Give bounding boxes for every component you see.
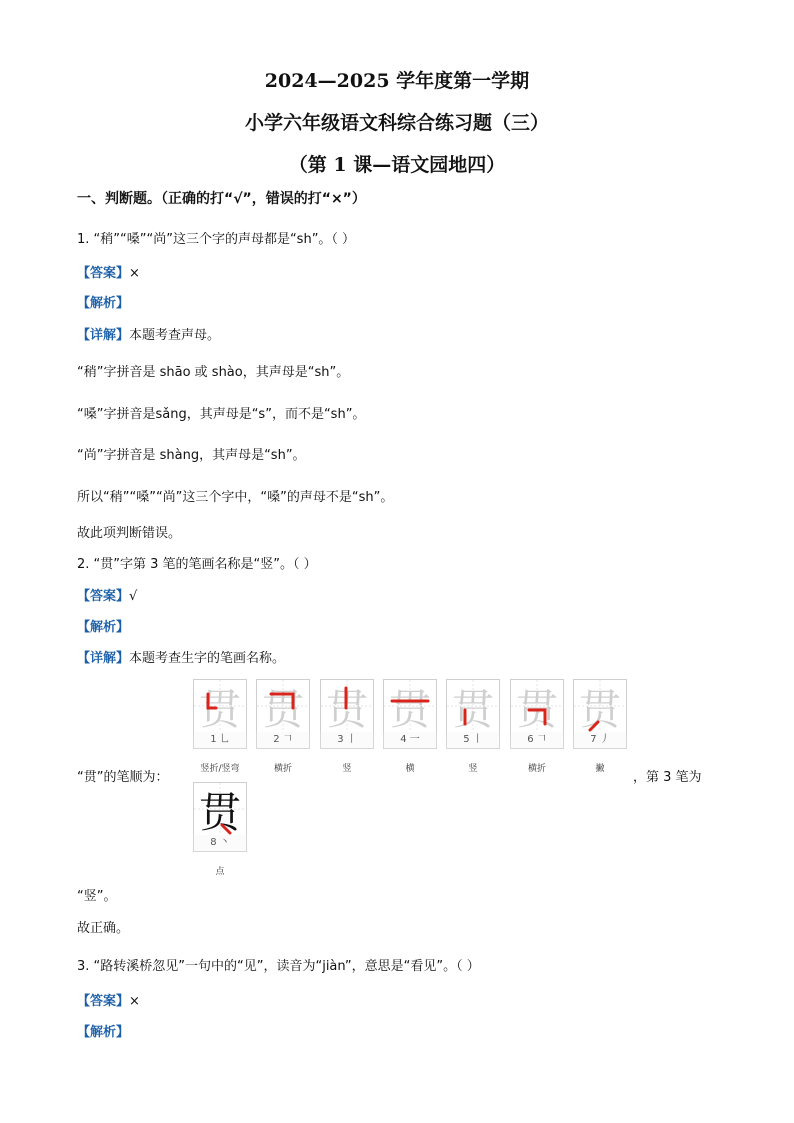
answer-label: 【答案】 bbox=[77, 994, 130, 1009]
stroke-step-svg bbox=[321, 680, 373, 732]
stroke-number: 6 𠃍 bbox=[510, 732, 564, 749]
detail-text: 本题考查生字的笔画名称。 bbox=[129, 651, 286, 666]
stroke-card-3 bbox=[320, 679, 374, 751]
stroke-number: 1 乚 bbox=[193, 732, 247, 749]
stroke-order-suffix: ，第 3 笔为 bbox=[633, 770, 702, 785]
stroke-step-svg bbox=[257, 680, 309, 732]
q1-line-1: “稍”字拼音是 shāo 或 shào，其声母是“sh”。 bbox=[77, 365, 350, 380]
answer-value: × bbox=[129, 266, 140, 281]
q1-line-2: “嗓”字拼音是sǎng，其声母是“s”，而不是“sh”。 bbox=[77, 407, 366, 422]
stroke-card-2 bbox=[256, 679, 310, 751]
stroke-step-svg bbox=[511, 680, 563, 732]
stroke-character: 贯 bbox=[198, 788, 242, 835]
stroke-glyph-box bbox=[256, 679, 310, 733]
stroke-step-svg bbox=[574, 680, 626, 732]
stroke-glyph-box bbox=[446, 679, 500, 733]
analysis-label: 【解析】 bbox=[77, 1025, 130, 1040]
exam-scope-title: （第 1 课—语文园地四） bbox=[288, 154, 506, 176]
stroke-card-4 bbox=[383, 679, 437, 751]
stroke-glyph-box bbox=[383, 679, 437, 733]
q2-detail bbox=[77, 647, 285, 666]
stroke-step-svg bbox=[447, 680, 499, 732]
stroke-glyph-box bbox=[320, 679, 374, 733]
stroke-glyph-box bbox=[573, 679, 627, 733]
stroke-card-1 bbox=[193, 679, 247, 751]
stroke-number: 2 𠃍 bbox=[256, 732, 310, 749]
stroke-name: 点 bbox=[215, 867, 225, 877]
stroke-character: 贯 bbox=[198, 685, 242, 732]
stroke-character: 贯 bbox=[515, 685, 559, 732]
detail-label: 【详解】 bbox=[77, 328, 130, 343]
stroke-card-8 bbox=[193, 782, 247, 854]
answer-label: 【答案】 bbox=[77, 589, 130, 604]
stroke-step-svg bbox=[194, 783, 246, 835]
stroke-order-end: “竖”。 bbox=[77, 889, 117, 904]
exam-year-title: 2024—2025 学年度第一学期 bbox=[264, 70, 530, 92]
stroke-card-5 bbox=[446, 679, 500, 751]
stroke-number: 5 丨 bbox=[446, 732, 500, 749]
stroke-number: 7 丿 bbox=[573, 732, 627, 749]
question-2: 2. “贯”字第 3 笔的笔画名称是“竖”。（ ） bbox=[77, 557, 317, 572]
stroke-order-prefix: “贯”的笔顺为： bbox=[77, 770, 169, 785]
stroke-character: 贯 bbox=[451, 685, 495, 732]
answer-value: × bbox=[129, 994, 140, 1009]
stroke-glyph-box bbox=[193, 782, 247, 836]
analysis-label: 【解析】 bbox=[77, 620, 130, 635]
q3-answer bbox=[77, 990, 140, 1009]
stroke-number: 3 丨 bbox=[320, 732, 374, 749]
q2-analysis bbox=[77, 616, 129, 635]
analysis-label: 【解析】 bbox=[77, 296, 130, 311]
detail-label: 【详解】 bbox=[77, 651, 130, 666]
stroke-number: 8 丶 bbox=[193, 835, 247, 852]
q1-detail bbox=[77, 324, 220, 343]
answer-label: 【答案】 bbox=[77, 266, 130, 281]
exam-subject-title: 小学六年级语文科综合练习题（三） bbox=[244, 112, 549, 134]
stroke-step-svg bbox=[194, 680, 246, 732]
question-3: 3. “路转溪桥忽见”一句中的“见”，读音为“jiàn”，意思是“看见”。（ ） bbox=[77, 959, 480, 974]
stroke-number: 4 一 bbox=[383, 732, 437, 749]
q1-conclusion: 故此项判断错误。 bbox=[77, 526, 182, 541]
stroke-name: 竖折/竖弯 bbox=[200, 764, 240, 774]
q1-analysis bbox=[77, 292, 129, 311]
stroke-name: 竖 bbox=[342, 764, 352, 774]
stroke-character: 贯 bbox=[578, 685, 622, 732]
detail-text: 本题考查声母。 bbox=[129, 328, 221, 343]
stroke-name: 横 bbox=[405, 764, 415, 774]
stroke-name: 横折 bbox=[273, 764, 292, 774]
stroke-name: 竖 bbox=[468, 764, 478, 774]
q1-answer bbox=[77, 262, 140, 281]
q1-line-4: 所以“稍”“嗓”“尚”这三个字中，“嗓”的声母不是“sh”。 bbox=[77, 490, 394, 505]
q2-answer bbox=[77, 585, 137, 604]
stroke-name: 横折 bbox=[527, 764, 546, 774]
question-1: 1. “稍”“嗓”“尚”这三个字的声母都是“sh”。（ ） bbox=[77, 232, 356, 247]
stroke-glyph-box bbox=[193, 679, 247, 733]
q1-line-3: “尚”字拼音是 shàng，其声母是“sh”。 bbox=[77, 448, 306, 463]
stroke-card-7 bbox=[573, 679, 627, 751]
stroke-card-6 bbox=[510, 679, 564, 751]
stroke-name: 撇 bbox=[595, 764, 605, 774]
stroke-step-svg bbox=[384, 680, 436, 732]
stroke-glyph-box bbox=[510, 679, 564, 733]
q2-conclusion: 故正确。 bbox=[77, 921, 130, 936]
q3-analysis bbox=[77, 1021, 129, 1040]
stroke-character: 贯 bbox=[261, 685, 305, 732]
stroke-character: 贯 bbox=[325, 685, 369, 732]
section-heading: 一、判断题。（正确的打“√”，错误的打“×”） bbox=[77, 191, 366, 207]
stroke-character: 贯 bbox=[388, 685, 432, 732]
answer-value: √ bbox=[129, 589, 138, 604]
